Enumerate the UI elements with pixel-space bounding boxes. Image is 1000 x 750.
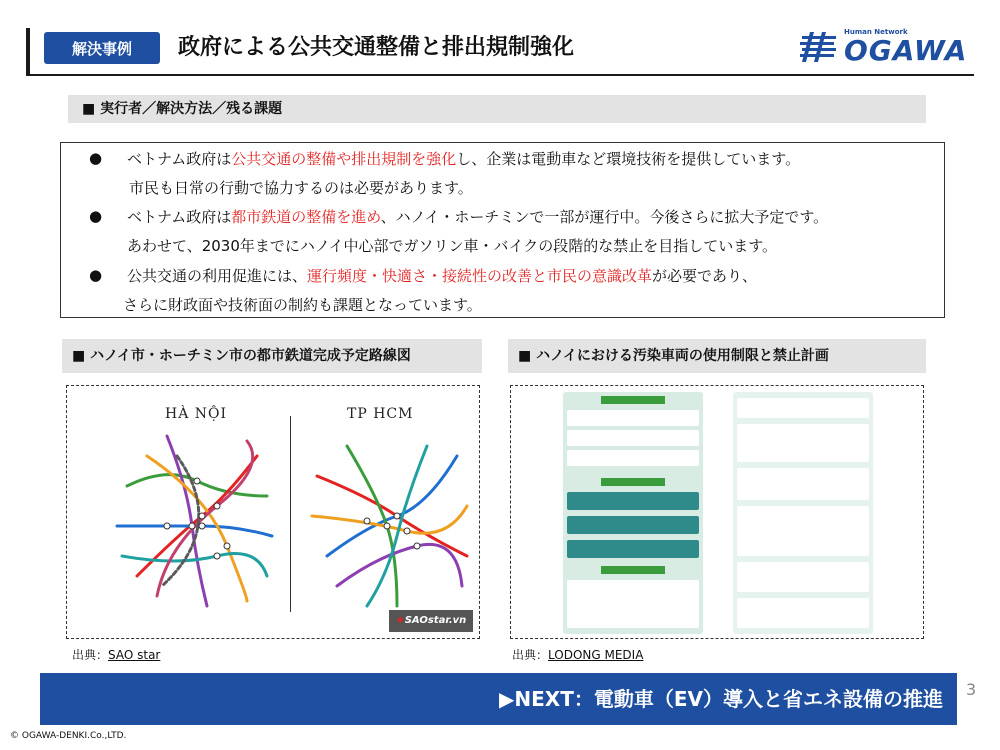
infographic-row (567, 580, 699, 628)
infographic-row (737, 468, 869, 500)
bullet-dot: ● (89, 266, 103, 284)
logo-mark-icon (800, 32, 840, 62)
bullet-2-text: ベトナム政府は (127, 208, 232, 226)
hanoi-metro-map (107, 426, 277, 616)
infographic-row (737, 424, 869, 462)
saostar-watermark (389, 610, 473, 632)
title-underline (26, 74, 974, 76)
infographic-row (567, 410, 699, 426)
left-source (72, 646, 160, 663)
right-source (512, 646, 643, 663)
source-prefix: 出典： (512, 648, 549, 662)
bullet-3-line-2: さらに財政面や技術面の制約も課題となっています。 (123, 296, 482, 314)
bullet-box (60, 142, 945, 318)
infographic-left-header (601, 566, 665, 574)
logo-tagline: Human Network (844, 28, 908, 36)
map-title-hcm: TP HCM (347, 406, 414, 422)
section-heading: ■ 実行者／解決方法／残る課題 (68, 95, 926, 123)
bullet-3-text: 公共交通の利用促進には、 (127, 267, 308, 285)
infographic-row (567, 516, 699, 534)
left-panel-heading: ■ ハノイ市・ホーチミン市の都市鉄道完成予定路線図 (62, 339, 482, 373)
bullet-3-highlight: 運行頻度・快適さ・接続性の改善と市民の意識改革 (307, 267, 653, 285)
bullet-2-text-post: 、ハノイ・ホーチミンで一部が運行中。今後さらに拡大予定です。 (380, 208, 829, 226)
case-tag: 解決事例 (44, 32, 160, 64)
star-icon: ★ (395, 615, 405, 626)
page-number: 3 (966, 680, 977, 699)
map-title-hanoi: HÀ NỘI (165, 406, 228, 422)
bullet-1-highlight: 公共交通の整備や排出規制を強化 (231, 150, 457, 168)
source-link-lodong[interactable]: LODONG MEDIA (548, 648, 644, 662)
infographic-row (567, 430, 699, 446)
page-title: 政府による公共交通整備と排出規制強化 (178, 35, 575, 60)
metro-map-image (66, 385, 480, 639)
infographic-right-column (733, 392, 873, 634)
infographic-row (567, 450, 699, 466)
map-divider (290, 416, 291, 612)
bullet-1-line-2: 市民も日常の行動で協力するのは必要があります。 (129, 179, 473, 197)
logo-wordmark: OGAWA (844, 34, 968, 67)
bullet-2-line-2: あわせて、2030年までにハノイ中心部でガソリン車・バイクの段階的な禁止を目指しています。 (127, 237, 778, 255)
bullet-dot: ● (89, 149, 103, 167)
source-link-saostar[interactable]: SAO star (108, 648, 161, 662)
infographic-row (567, 540, 699, 558)
next-topic-banner[interactable]: ▶NEXT：電動車（EV）導入と省エネ設備の推進 (40, 673, 957, 725)
ogawa-logo (800, 28, 972, 66)
bullet-1-line-1 (127, 149, 800, 169)
bullet-2-highlight: 都市鉄道の整備を進め (231, 208, 381, 226)
infographic-left-header (601, 478, 665, 486)
infographic-row (737, 398, 869, 418)
bullet-1-text: ベトナム政府は (127, 150, 232, 168)
source-prefix: 出典： (72, 648, 109, 662)
infographic-left-column (563, 392, 703, 634)
infographic-left-header (601, 396, 665, 404)
right-panel-heading: ■ ハノイにおける汚染車両の使用制限と禁止計画 (508, 339, 926, 373)
bullet-3-line-1 (127, 266, 757, 286)
infographic-row (567, 492, 699, 510)
infographic-row (737, 506, 869, 556)
watermark-text: SAOstar.vn (404, 615, 467, 626)
infographic-row (737, 562, 869, 592)
bullet-2-line-1 (127, 207, 828, 227)
copyright: © OGAWA-DENKI.Co.,LTD. (10, 731, 127, 741)
bullet-1-text-post: し、企業は電動車など環境技術を提供しています。 (456, 150, 801, 168)
bullet-dot: ● (89, 207, 103, 225)
title-accent-line (26, 28, 30, 76)
hcm-metro-map (307, 436, 472, 616)
bullet-3-text-post: が必要であり、 (652, 267, 758, 285)
infographic-row (737, 598, 869, 628)
pollution-infographic-image (510, 385, 924, 639)
